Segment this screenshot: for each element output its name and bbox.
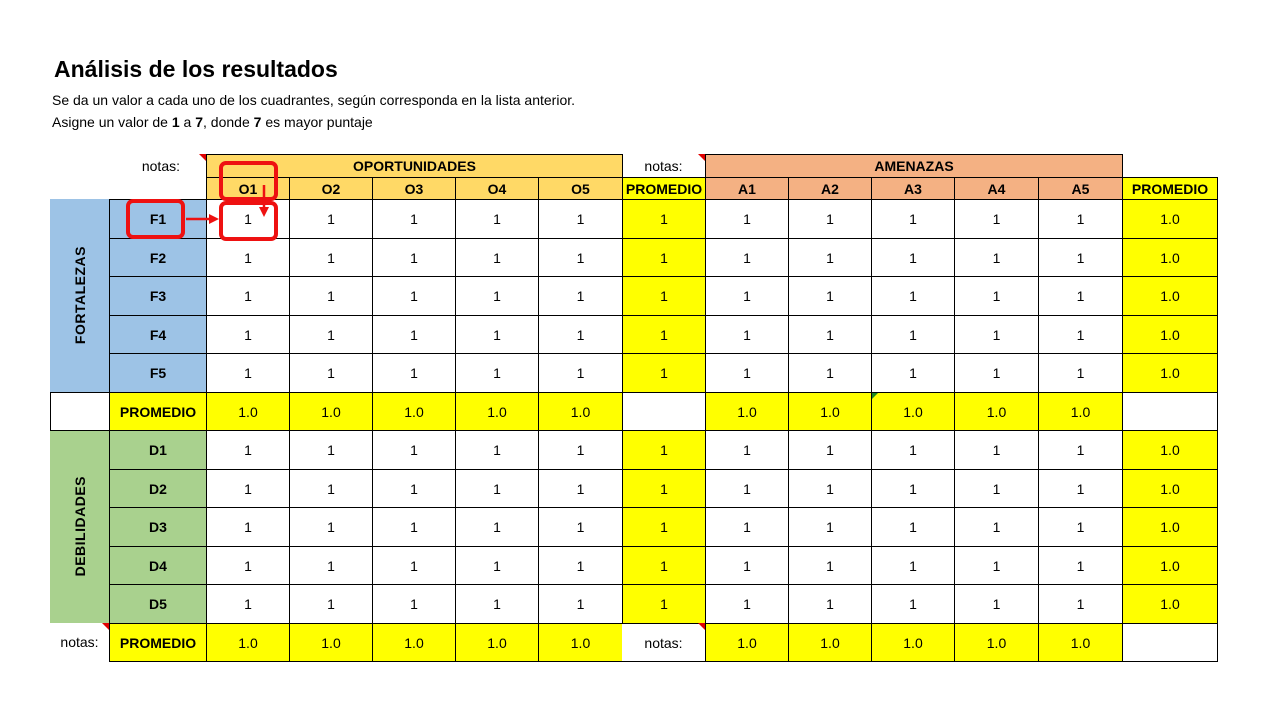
score-cell[interactable]: 1 xyxy=(788,315,872,354)
score-cell[interactable]: 1 xyxy=(289,315,373,354)
notes-label: notas: xyxy=(141,157,180,174)
score-cell[interactable]: 1 xyxy=(871,430,955,470)
score-cell[interactable]: 1 xyxy=(206,315,290,354)
row-average-cell: 1.0 xyxy=(1122,276,1218,316)
score-cell[interactable]: 1 xyxy=(871,546,955,585)
row-label: D4 xyxy=(109,546,207,585)
column-average-cell: 1.0 xyxy=(289,623,373,662)
threat-column-header: A4 xyxy=(954,177,1039,200)
score-cell[interactable]: 1 xyxy=(206,199,290,239)
instruction-text: , donde xyxy=(203,114,254,130)
score-cell[interactable]: 1 xyxy=(788,507,872,547)
row-label: D1 xyxy=(109,430,207,470)
score-cell[interactable]: 1 xyxy=(705,430,789,470)
score-cell[interactable]: 1 xyxy=(1038,430,1123,470)
score-cell[interactable]: 1 xyxy=(372,315,456,354)
score-cell[interactable]: 1 xyxy=(1038,507,1123,547)
score-cell[interactable]: 1 xyxy=(289,507,373,547)
score-cell[interactable]: 1 xyxy=(455,276,539,316)
score-cell[interactable]: 1 xyxy=(788,276,872,316)
column-average-cell: 1.0 xyxy=(788,623,872,662)
score-cell[interactable]: 1 xyxy=(372,584,456,624)
score-cell[interactable]: 1 xyxy=(954,353,1039,393)
row-label: F2 xyxy=(109,238,207,277)
column-average-cell: 1.0 xyxy=(289,392,373,431)
score-cell[interactable]: 1 xyxy=(206,546,290,585)
score-cell[interactable]: 1 xyxy=(1038,353,1123,393)
column-average-cell: 1.0 xyxy=(372,392,456,431)
score-cell[interactable]: 1 xyxy=(455,238,539,277)
row-average-cell: 1 xyxy=(622,469,706,508)
score-cell[interactable]: 1 xyxy=(455,430,539,470)
strengths-section-label-text: FORTALEZAS xyxy=(71,246,88,345)
score-cell[interactable]: 1 xyxy=(455,469,539,508)
score-cell[interactable]: 1 xyxy=(372,469,456,508)
score-cell[interactable]: 1 xyxy=(538,199,623,239)
column-average-cell: 1.0 xyxy=(206,392,290,431)
score-cell[interactable]: 1 xyxy=(871,507,955,547)
instruction-text: es mayor puntaje xyxy=(261,114,373,130)
score-cell[interactable]: 1 xyxy=(455,584,539,624)
notes-label: notas: xyxy=(622,623,705,661)
row-average-cell: 1.0 xyxy=(1122,469,1218,508)
notes-label: notas: xyxy=(644,157,683,174)
score-cell[interactable]: 1 xyxy=(954,238,1039,277)
threat-column-header: A1 xyxy=(705,177,789,200)
score-cell[interactable]: 1 xyxy=(538,353,623,393)
score-cell[interactable]: 1 xyxy=(705,469,789,508)
score-cell[interactable]: 1 xyxy=(1038,315,1123,354)
score-cell[interactable]: 1 xyxy=(705,507,789,547)
score-cell[interactable]: 1 xyxy=(871,276,955,316)
column-average-label: PROMEDIO xyxy=(109,392,207,431)
score-cell[interactable]: 1 xyxy=(289,546,373,585)
score-cell[interactable]: 1 xyxy=(788,469,872,508)
score-cell[interactable]: 1 xyxy=(538,469,623,508)
instruction-text: Asigne un valor de xyxy=(52,114,172,130)
column-average-cell: 1.0 xyxy=(1038,623,1123,662)
opportunity-column-header: O1 xyxy=(206,177,290,200)
score-cell[interactable]: 1 xyxy=(1038,469,1123,508)
score-cell[interactable]: 1 xyxy=(705,276,789,316)
threat-column-header: A2 xyxy=(788,177,872,200)
score-cell[interactable]: 1 xyxy=(372,430,456,470)
row-label: F4 xyxy=(109,315,207,354)
row-label: D2 xyxy=(109,469,207,508)
score-cell[interactable]: 1 xyxy=(871,238,955,277)
score-cell[interactable]: 1 xyxy=(954,276,1039,316)
score-cell[interactable]: 1 xyxy=(289,353,373,393)
score-cell[interactable]: 1 xyxy=(206,584,290,624)
score-cell[interactable]: 1 xyxy=(954,199,1039,239)
opportunities-header: OPORTUNIDADES xyxy=(206,154,623,178)
column-average-cell: 1.0 xyxy=(705,623,789,662)
score-cell[interactable]: 1 xyxy=(206,276,290,316)
score-cell[interactable]: 1 xyxy=(871,469,955,508)
opportunities-average-header: PROMEDIO xyxy=(622,177,706,200)
row-average-cell: 1 xyxy=(622,584,706,624)
row-average-cell: 1 xyxy=(622,238,706,277)
score-cell[interactable]: 1 xyxy=(705,353,789,393)
score-cell[interactable]: 1 xyxy=(954,315,1039,354)
score-cell[interactable]: 1 xyxy=(705,199,789,239)
score-cell[interactable]: 1 xyxy=(289,199,373,239)
row-label: D5 xyxy=(109,584,207,624)
row-average-cell: 1.0 xyxy=(1122,199,1218,239)
row-label: F1 xyxy=(109,199,207,239)
row-label: F5 xyxy=(109,353,207,393)
score-cell[interactable]: 1 xyxy=(788,353,872,393)
notes-label: notas: xyxy=(60,634,99,650)
score-cell[interactable]: 1 xyxy=(372,353,456,393)
score-cell[interactable]: 1 xyxy=(538,238,623,277)
score-cell[interactable]: 1 xyxy=(538,584,623,624)
score-cell[interactable]: 1 xyxy=(705,546,789,585)
row-average-cell: 1 xyxy=(622,507,706,547)
score-cell[interactable]: 1 xyxy=(1038,276,1123,316)
score-cell[interactable]: 1 xyxy=(538,546,623,585)
score-cell[interactable]: 1 xyxy=(788,238,872,277)
score-cell[interactable]: 1 xyxy=(372,199,456,239)
score-cell[interactable]: 1 xyxy=(1038,238,1123,277)
score-cell[interactable]: 1 xyxy=(289,469,373,508)
opportunity-column-header: O5 xyxy=(538,177,623,200)
score-cell[interactable]: 1 xyxy=(206,469,290,508)
score-cell[interactable]: 1 xyxy=(871,315,955,354)
score-cell[interactable]: 1 xyxy=(372,238,456,277)
row-average-cell: 1 xyxy=(622,353,706,393)
row-average-cell: 1 xyxy=(622,430,706,470)
score-cell[interactable]: 1 xyxy=(206,238,290,277)
column-average-cell: 1.0 xyxy=(788,392,872,431)
score-cell[interactable]: 1 xyxy=(206,353,290,393)
threat-column-header: A5 xyxy=(1038,177,1123,200)
column-average-cell: 1.0 xyxy=(871,392,955,431)
score-cell[interactable]: 1 xyxy=(289,430,373,470)
score-cell[interactable]: 1 xyxy=(289,238,373,277)
score-cell[interactable]: 1 xyxy=(705,238,789,277)
score-cell[interactable]: 1 xyxy=(455,546,539,585)
score-cell[interactable]: 1 xyxy=(372,276,456,316)
score-cell[interactable]: 1 xyxy=(1038,199,1123,239)
score-cell[interactable]: 1 xyxy=(788,199,872,239)
score-cell[interactable]: 1 xyxy=(788,546,872,585)
weaknesses-section-label-text: DEBILIDADES xyxy=(71,476,88,577)
row-average-cell: 1 xyxy=(622,276,706,316)
column-average-cell: 1.0 xyxy=(705,392,789,431)
score-cell[interactable]: 1 xyxy=(954,469,1039,508)
row-label: F3 xyxy=(109,276,207,316)
instruction-line-1: Se da un valor a cada uno de los cuadrantes, según corresponda en la lista anterior. xyxy=(52,92,576,108)
column-average-cell: 1.0 xyxy=(871,623,955,662)
row-average-cell: 1.0 xyxy=(1122,546,1218,585)
score-cell[interactable]: 1 xyxy=(455,199,539,239)
score-cell[interactable]: 1 xyxy=(871,199,955,239)
score-cell[interactable]: 1 xyxy=(455,353,539,393)
column-average-cell: 1.0 xyxy=(455,623,539,662)
row-average-cell: 1.0 xyxy=(1122,584,1218,624)
row-average-cell: 1.0 xyxy=(1122,430,1218,470)
score-cell[interactable]: 1 xyxy=(538,276,623,316)
score-cell[interactable]: 1 xyxy=(871,353,955,393)
score-cell[interactable]: 1 xyxy=(289,276,373,316)
column-average-cell: 1.0 xyxy=(455,392,539,431)
threats-average-header: PROMEDIO xyxy=(1122,177,1218,200)
column-average-cell: 1.0 xyxy=(954,392,1039,431)
score-cell[interactable]: 1 xyxy=(954,430,1039,470)
score-cell[interactable]: 1 xyxy=(538,315,623,354)
row-average-cell: 1.0 xyxy=(1122,353,1218,393)
score-cell[interactable]: 1 xyxy=(206,430,290,470)
page-title: Análisis de los resultados xyxy=(54,56,338,82)
score-cell[interactable]: 1 xyxy=(455,315,539,354)
column-average-cell: 1.0 xyxy=(954,623,1039,662)
column-average-cell: 1.0 xyxy=(206,623,290,662)
row-average-cell: 1 xyxy=(622,199,706,239)
opportunity-column-header: O2 xyxy=(289,177,373,200)
score-cell[interactable]: 1 xyxy=(954,546,1039,585)
column-average-cell: 1.0 xyxy=(1038,392,1123,431)
threats-header: AMENAZAS xyxy=(705,154,1123,178)
score-cell[interactable]: 1 xyxy=(705,584,789,624)
row-average-cell: 1.0 xyxy=(1122,238,1218,277)
row-label: D3 xyxy=(109,507,207,547)
score-cell[interactable]: 1 xyxy=(871,584,955,624)
column-average-label: PROMEDIO xyxy=(109,623,207,662)
score-cell[interactable]: 1 xyxy=(954,507,1039,547)
score-cell[interactable]: 1 xyxy=(788,430,872,470)
row-average-cell: 1.0 xyxy=(1122,315,1218,354)
score-cell[interactable]: 1 xyxy=(372,546,456,585)
score-cell[interactable]: 1 xyxy=(289,584,373,624)
score-cell[interactable]: 1 xyxy=(538,507,623,547)
row-average-cell: 1 xyxy=(622,315,706,354)
score-cell[interactable]: 1 xyxy=(455,507,539,547)
score-cell[interactable]: 1 xyxy=(954,584,1039,624)
score-cell[interactable]: 1 xyxy=(1038,546,1123,585)
instruction-max-value: 7 xyxy=(195,114,204,130)
opportunity-column-header: O3 xyxy=(372,177,456,200)
score-cell[interactable]: 1 xyxy=(372,507,456,547)
score-cell[interactable]: 1 xyxy=(538,430,623,470)
instruction-min-value: 1 xyxy=(171,114,180,130)
row-average-cell: 1 xyxy=(622,546,706,585)
opportunity-column-header: O4 xyxy=(455,177,539,200)
score-cell[interactable]: 1 xyxy=(705,315,789,354)
column-average-cell: 1.0 xyxy=(538,623,623,662)
instruction-max-value: 7 xyxy=(253,114,262,130)
score-cell[interactable]: 1 xyxy=(1038,584,1123,624)
score-cell[interactable]: 1 xyxy=(788,584,872,624)
row-average-cell: 1.0 xyxy=(1122,507,1218,547)
instruction-text: a xyxy=(179,114,196,130)
column-average-cell: 1.0 xyxy=(538,392,623,431)
column-average-cell: 1.0 xyxy=(372,623,456,662)
threat-column-header: A3 xyxy=(871,177,955,200)
score-cell[interactable]: 1 xyxy=(206,507,290,547)
